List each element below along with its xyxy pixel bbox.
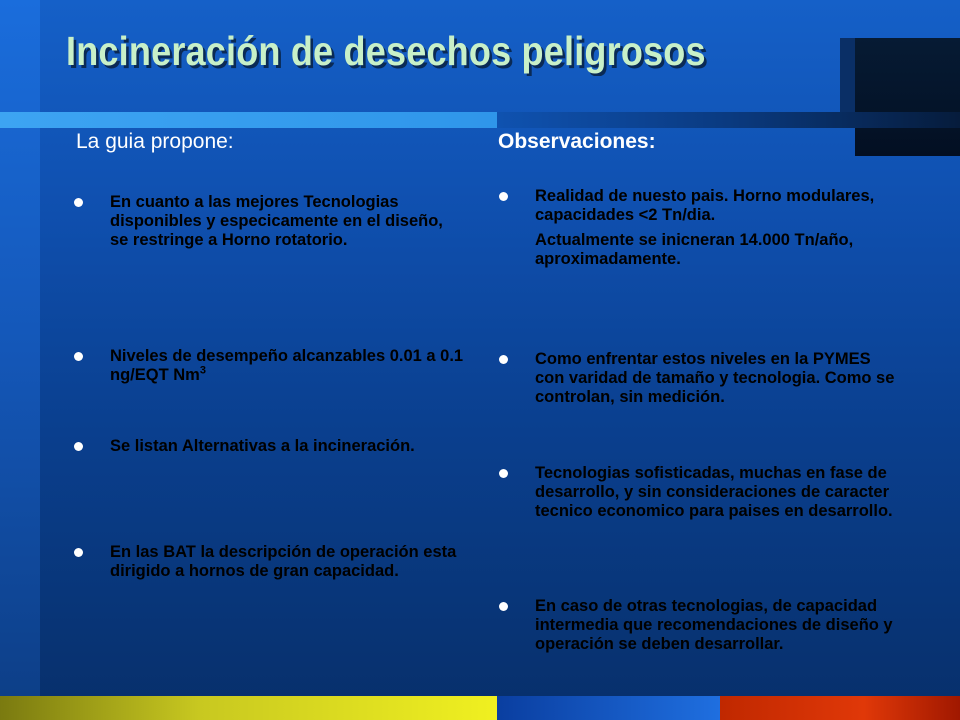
slide-title: Incineración de desechos peligrosos (66, 28, 706, 74)
right-item-4 (535, 597, 895, 654)
bottom-bar-blue-segment (497, 696, 720, 720)
right-item-1-extra: Actualmente se inicneran 14.000 Tn/año, aproximadamente. (535, 231, 854, 268)
bullet-icon (499, 192, 508, 201)
right-item-3 (535, 464, 895, 521)
header-divider-cyan (0, 112, 497, 128)
left-item-2-label: Niveles de desempeño alcanzables 0.01 a 0.1 ng/EQT Nm (110, 347, 464, 384)
bullet-icon (499, 602, 508, 611)
left-column (76, 130, 466, 154)
right-item-1 (535, 187, 880, 269)
superscript-3: 3 (199, 364, 206, 377)
left-item-2-text (110, 347, 470, 385)
right-item-2-text: Como enfrentar estos niveles en la PYMES con varidad de tamaño y tecnologia. Como se controlan, sin medición. (535, 350, 895, 406)
bullet-icon (74, 442, 83, 451)
bullet-icon (499, 355, 508, 364)
right-heading-colon: : (648, 130, 656, 153)
right-column-heading (498, 130, 898, 154)
left-item-1 (110, 193, 450, 250)
bullet-icon (74, 352, 83, 361)
left-item-1-text: En cuanto a las mejores Tecnologias disponibles y especicamente en el diseño, se restringe a Horno rotatorio. (110, 193, 443, 249)
left-item-3 (110, 437, 440, 456)
left-column-heading: La guia propone: (76, 130, 234, 153)
bullet-icon (74, 548, 83, 557)
right-item-2 (535, 350, 895, 407)
right-item-4-text: En caso de otras tecnologias, de capacidad intermedia que recomendaciones de diseño y operación se deben desarrollar. (535, 597, 893, 653)
bullet-icon (74, 198, 83, 207)
bottom-accent-bar (0, 696, 960, 720)
left-item-2 (110, 347, 470, 385)
right-heading-text: Observaciones (498, 130, 649, 153)
bottom-bar-red-segment (720, 696, 960, 720)
corner-accent-strip (840, 38, 855, 114)
bottom-bar-yellow-segment (0, 696, 497, 720)
bullet-icon (499, 469, 508, 478)
right-column (498, 130, 898, 154)
left-item-4-text: En las BAT la descripción de operación esta dirigido a hornos de gran capacidad. (110, 543, 457, 580)
right-item-1-text: Realidad de nuesto pais. Horno modulares, capacidades <2 Tn/dia. (535, 187, 875, 224)
left-item-3-text: Se listan Alternativas a la incineración. (110, 437, 415, 455)
header-divider-dark (497, 112, 960, 128)
left-item-4 (110, 543, 460, 581)
right-item-3-text: Tecnologias sofisticadas, muchas en fase de desarrollo, y sin consideraciones de caracter tecnico economico para paises en desarrollo. (535, 464, 893, 520)
left-accent-bar (0, 0, 40, 696)
